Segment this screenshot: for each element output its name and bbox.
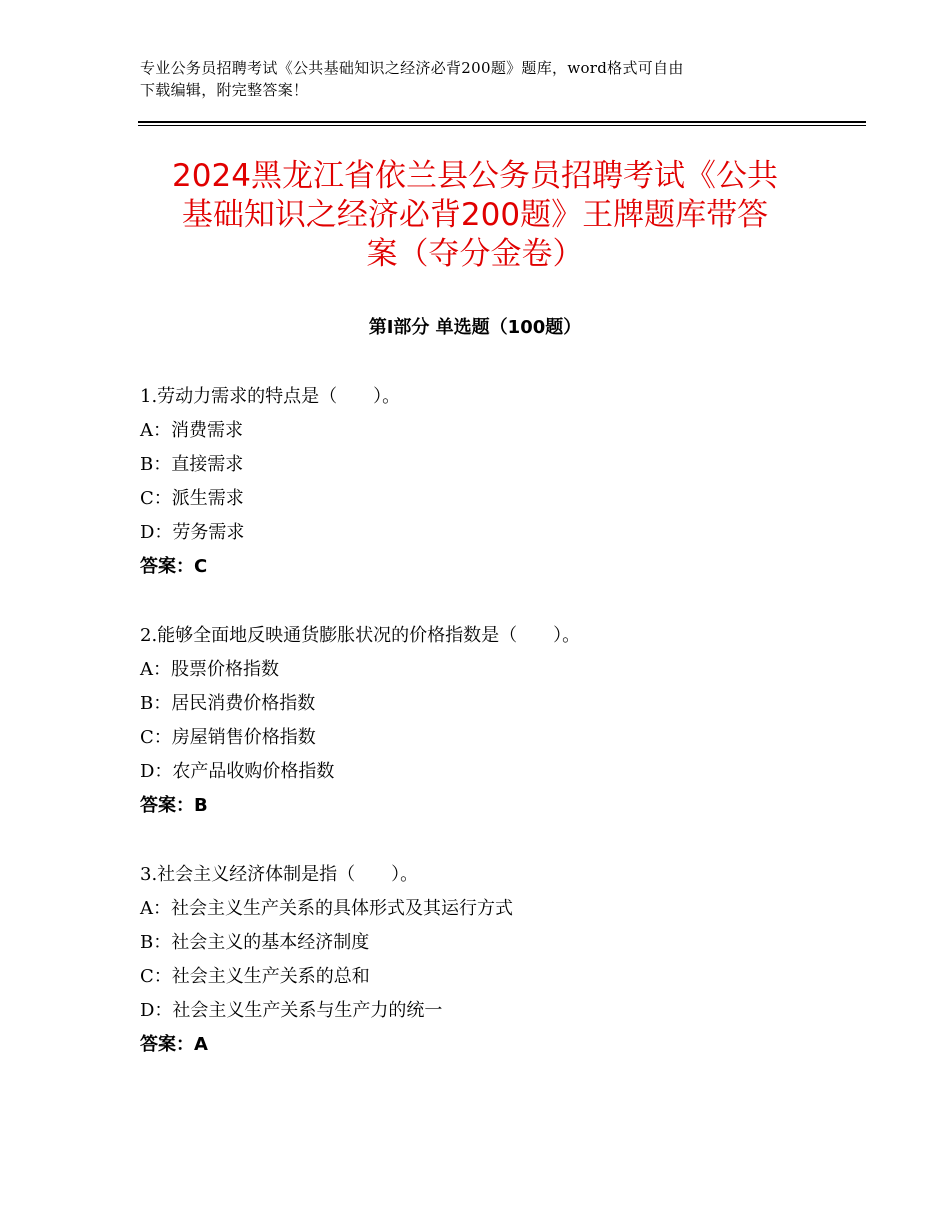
question-3: [140, 858, 840, 1062]
question-stem: 2.能够全面地反映通货膨胀状况的价格指数是（ ）。: [140, 625, 581, 646]
option-d: D：社会主义生产关系与生产力的统一: [140, 1000, 443, 1021]
option-a: A：消费需求: [140, 420, 243, 441]
header-note: [140, 57, 820, 101]
header-divider-thin: [138, 125, 866, 126]
title-line-2: 基础知识之经济必背200题》王牌题库带答: [181, 197, 769, 233]
title-line-3: 案（夺分金卷）: [366, 236, 584, 272]
option-d: D：劳务需求: [140, 522, 245, 543]
question-2: [140, 619, 840, 823]
answer: 答案：C: [140, 556, 208, 577]
header-note-line-1: 专业公务员招聘考试《公共基础知识之经济必背200题》题库，word格式可自由: [140, 59, 684, 77]
title-line-1: 2024黑龙江省依兰县公务员招聘考试《公共: [172, 158, 778, 194]
header-divider-thick: [138, 121, 866, 123]
header-note-line-2: 下载编辑，附完整答案！: [140, 81, 309, 99]
option-c: C：派生需求: [140, 488, 244, 509]
option-b: B：直接需求: [140, 454, 244, 475]
option-a: A：股票价格指数: [140, 659, 279, 680]
document-title: [140, 157, 810, 274]
question-stem: 3.社会主义经济体制是指（ ）。: [140, 864, 419, 885]
question-1: [140, 380, 840, 584]
question-spacer: [140, 584, 840, 619]
option-b: B：社会主义的基本经济制度: [140, 932, 370, 953]
option-c: C：房屋销售价格指数: [140, 727, 316, 748]
question-list: [140, 380, 840, 1062]
option-d: D：农产品收购价格指数: [140, 761, 335, 782]
question-spacer: [140, 823, 840, 858]
question-stem: 1.劳动力需求的特点是（ ）。: [140, 386, 401, 407]
option-b: B：居民消费价格指数: [140, 693, 316, 714]
answer: 答案：A: [140, 1034, 208, 1055]
section-heading: 第Ⅰ部分 单选题（100题）: [368, 317, 582, 338]
option-c: C：社会主义生产关系的总和: [140, 966, 370, 987]
option-a: A：社会主义生产关系的具体形式及其运行方式: [140, 898, 513, 919]
answer: 答案：B: [140, 795, 208, 816]
